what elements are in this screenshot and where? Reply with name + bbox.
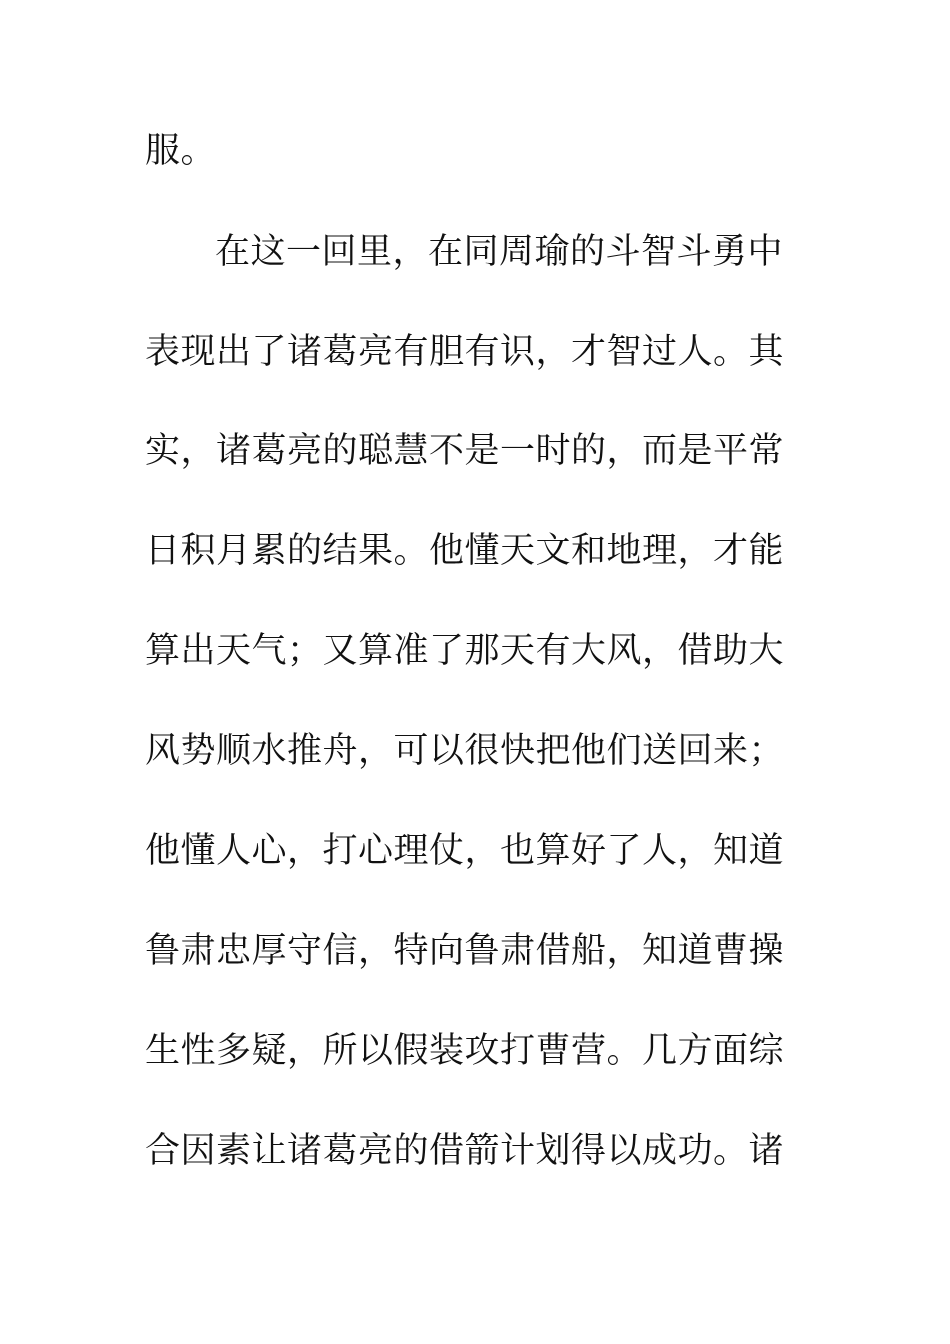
paragraph-2-line-3: 实，诸葛亮的聪慧不是一时的，而是平常 [145,431,785,471]
paragraph-2-line-6: 风势顺水推舟，可以很快把他们送回来； [145,731,785,771]
paragraph-2-line-5: 算出天气；又算准了那天有大风，借助大 [145,631,785,671]
paragraph-2-line-1: 在这一回里，在同周瑜的斗智斗勇中 [215,232,784,272]
paragraph-1-line-1: 服。 [145,131,217,171]
paragraph-2-line-4: 日积月累的结果。他懂天文和地理，才能 [145,531,785,571]
paragraph-2-line-9: 生性多疑，所以假装攻打曹营。几方面综 [145,1031,785,1071]
paragraph-2-line-2: 表现出了诸葛亮有胆有识，才智过人。其 [145,332,785,372]
paragraph-2-line-8: 鲁肃忠厚守信，特向鲁肃借船，知道曹操 [145,931,785,971]
paragraph-2-line-7: 他懂人心，打心理仗，也算好了人，知道 [145,831,785,871]
paragraph-2-line-10: 合因素让诸葛亮的借箭计划得以成功。诸 [145,1131,785,1171]
